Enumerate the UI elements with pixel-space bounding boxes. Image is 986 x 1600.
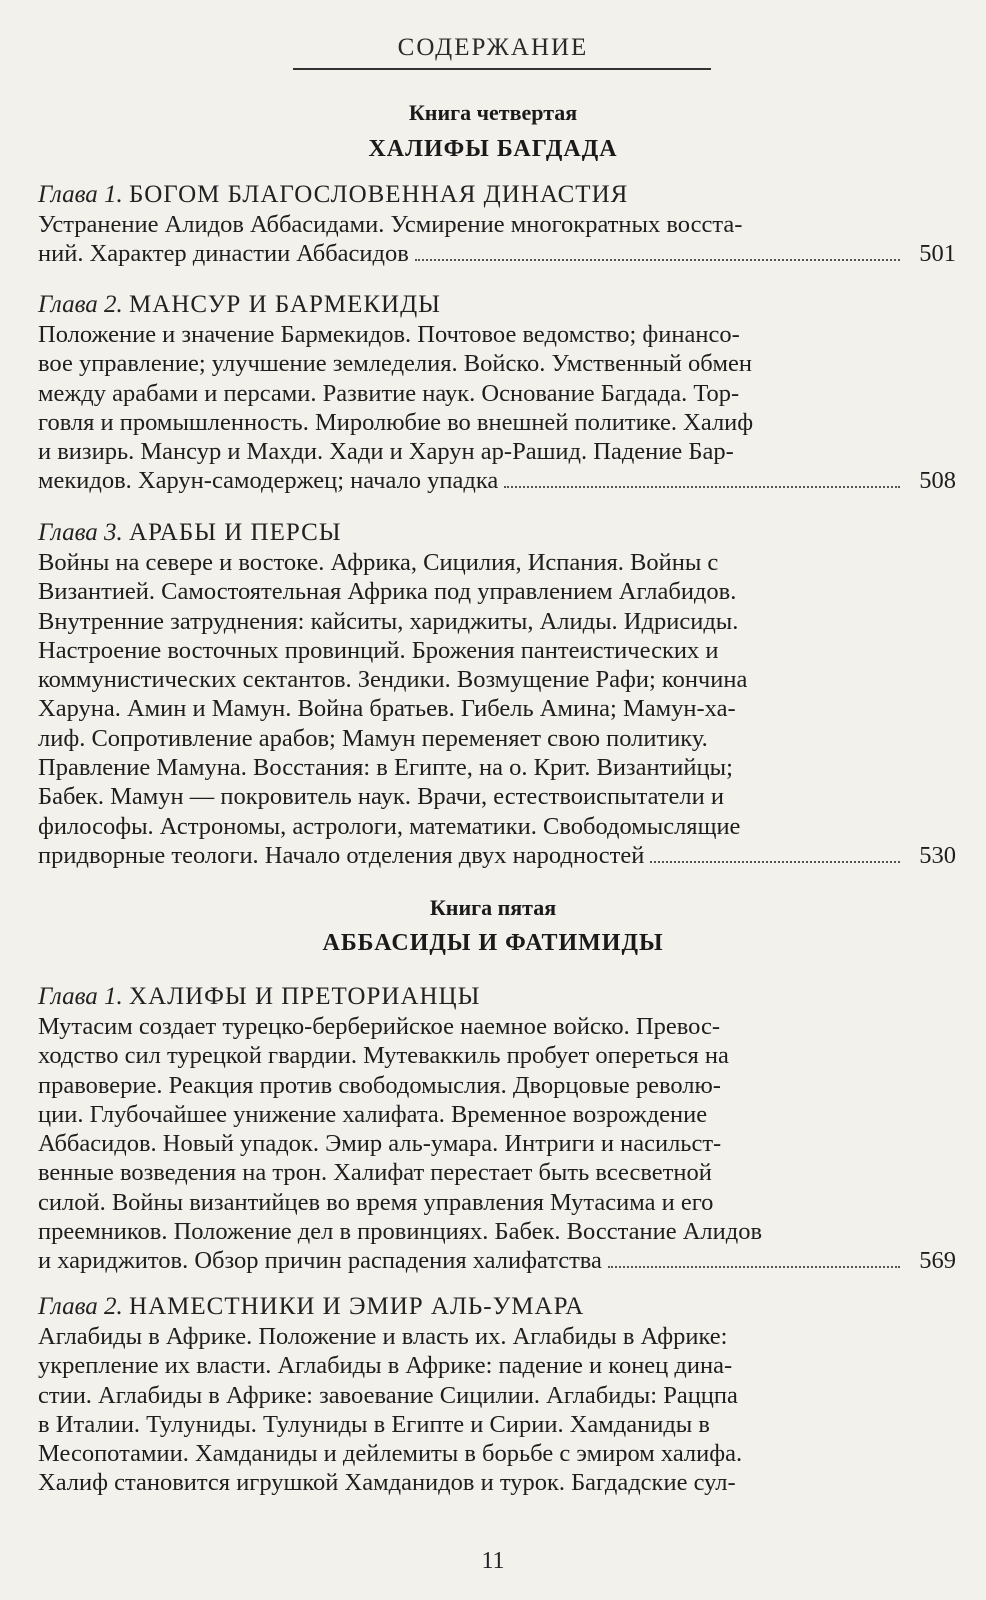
toc-line-text: говля и промышленность. Миролюбие во внешней политике. Халиф — [38, 408, 754, 436]
toc-line-text: ции. Глубочайшее унижение халифата. Временное возрождение — [38, 1100, 708, 1128]
toc-line-text: Внутренние затруднения: кайситы, хариджиты, Алиды. Идрисиды. — [38, 607, 739, 635]
chapter-heading — [38, 518, 956, 548]
toc-line — [38, 1439, 956, 1468]
toc-line-text: стии. Аглабиды в Африке: завоевание Сицилии. Аглабиды: Раццпа — [38, 1381, 738, 1409]
toc-line-text: Положение и значение Бармекидов. Почтовое ведомство; финансо- — [38, 321, 740, 348]
toc-line-text: Мутасим создает турецко-берберийское наемное войско. Превос- — [38, 1013, 721, 1040]
page-reference: 569 — [919, 1247, 956, 1275]
toc-line-text: Аббасидов. Новый упадок. Эмир аль-умара. Интриги и насильст- — [38, 1130, 722, 1158]
toc-line-text: между арабами и персами. Развитие наук. Основание Багдада. Тор- — [38, 379, 740, 407]
toc-line — [38, 724, 956, 753]
toc-line-text: Харуна. Амин и Мамун. Война братьев. Гибель Амина; Мамун-ха- — [38, 695, 736, 723]
dot-leader — [415, 259, 900, 261]
toc-line-text: придворные теологи. Начало отделения двух народностей — [38, 841, 645, 869]
dot-leader — [608, 1266, 900, 1268]
chapter-entry — [38, 180, 956, 269]
toc-line — [38, 1468, 956, 1497]
book-label: Книга четвертая — [408, 100, 578, 125]
head-rule — [293, 68, 711, 70]
toc-line-text: и визирь. Мансур и Махди. Хади и Харун ар-Рашид. Падение Бар- — [38, 438, 734, 466]
toc-line-text: Войны на севере и востоке. Африка, Сицилия, Испания. Войны с — [38, 549, 719, 576]
toc-line — [38, 1322, 956, 1351]
toc-line — [38, 1129, 956, 1158]
toc-line — [38, 607, 956, 636]
toc-line-text: силой. Войны византийцев во время управления Мутасима и его — [38, 1188, 714, 1216]
chapter-number: Глава 2. — [38, 291, 123, 318]
book-title: АББАСИДЫ И ФАТИМИДЫ — [322, 930, 664, 956]
book-label: Книга пятая — [429, 895, 557, 920]
toc-line-last — [38, 466, 956, 495]
chapter-number: Глава 1. — [38, 983, 123, 1010]
toc-line-last — [38, 841, 956, 870]
book-title: ХАЛИФЫ БАГДАДА — [368, 136, 618, 162]
chapter-heading — [38, 982, 956, 1012]
chapter-heading — [38, 1292, 956, 1322]
chapter-entry — [38, 1292, 956, 1498]
toc-line-text: коммунистических сектантов. Зендики. Возмущение Рафи; кончина — [38, 666, 748, 694]
toc-line — [38, 812, 956, 841]
chapter-title: МАНСУР И БАРМЕКИДЫ — [129, 291, 441, 318]
toc-line — [38, 320, 956, 349]
toc-line-text: мекидов. Харун-самодержец; начало упадка — [38, 467, 499, 495]
toc-line-text: Халиф становится игрушкой Хамданидов и турок. Багдадские сул- — [38, 1469, 736, 1497]
toc-line-text: Правление Мамуна. Восстания: в Египте, на о. Крит. Византийцы; — [38, 754, 733, 782]
toc-line — [38, 694, 956, 723]
toc-line — [38, 1217, 956, 1246]
chapter-title: ХАЛИФЫ И ПРЕТОРИАНЦЫ — [129, 983, 481, 1010]
chapter-entry — [38, 518, 956, 870]
toc-line-text: в Италии. Тулуниды. Тулуниды в Египте и Сирии. Хамданиды в — [38, 1410, 710, 1438]
chapter-heading — [38, 290, 956, 320]
toc-line — [38, 1188, 956, 1217]
toc-line-last — [38, 239, 956, 268]
toc-line — [38, 1410, 956, 1439]
toc-line — [38, 753, 956, 782]
toc-line-text: ходство сил турецкой гвардии. Мутеваккиль пробует опереться на — [38, 1042, 729, 1070]
toc-line — [38, 1071, 956, 1100]
page-reference: 501 — [919, 240, 956, 268]
page-reference: 508 — [919, 467, 956, 495]
chapter-heading — [38, 180, 956, 210]
toc-line — [38, 1158, 956, 1187]
chapter-entry — [38, 982, 956, 1276]
chapter-number: Глава 2. — [38, 1293, 123, 1320]
chapter-entry — [38, 290, 956, 496]
toc-line-text: правоверие. Реакция против свободомыслия. Дворцовые револю- — [38, 1071, 721, 1099]
toc-line — [38, 636, 956, 665]
toc-line-text: венные возведения на трон. Халифат перестает быть всесветной — [38, 1159, 712, 1187]
toc-line-text: Устранение Алидов Аббасидами. Усмирение многократных восста- — [38, 211, 743, 238]
toc-line — [38, 577, 956, 606]
toc-line — [38, 1012, 956, 1041]
toc-line — [38, 1381, 956, 1410]
toc-line-text: укрепление их власти. Аглабиды в Африке: падение и конец дина- — [38, 1352, 733, 1380]
toc-line — [38, 1351, 956, 1380]
toc-line-text: Бабек. Мамун — покровитель наук. Врачи, естествоиспытатели и — [38, 783, 724, 811]
toc-line — [38, 379, 956, 408]
toc-line — [38, 1100, 956, 1129]
toc-line-text: Византией. Самостоятельная Африка под управлением Аглабидов. — [38, 578, 737, 606]
toc-line-text: лиф. Сопротивление арабов; Мамун переменяет свою политику. — [38, 724, 708, 752]
dot-leader — [650, 861, 900, 863]
toc-line-text: преемников. Положение дел в провинциях. Бабек. Восстание Алидов — [38, 1218, 763, 1246]
toc-line — [38, 548, 956, 577]
toc-line — [38, 1041, 956, 1070]
toc-line-last — [38, 1246, 956, 1275]
toc-line-text: ний. Характер династии Аббасидов — [38, 240, 409, 268]
toc-line-text: вое управление; улучшение земледелия. Войско. Умственный обмен — [38, 350, 752, 378]
toc-line — [38, 408, 956, 437]
chapter-title: НАМЕСТНИКИ И ЭМИР АЛЬ-УМАРА — [129, 1293, 585, 1320]
toc-line-text: философы. Астрономы, астрологи, математики. Свободомыслящие — [38, 812, 741, 840]
page-reference: 530 — [919, 841, 956, 869]
dot-leader — [504, 486, 900, 488]
chapter-number: Глава 1. — [38, 181, 123, 208]
toc-line — [38, 437, 956, 466]
chapter-number: Глава 3. — [38, 519, 123, 546]
chapter-title: БОГОМ БЛАГОСЛОВЕННАЯ ДИНАСТИЯ — [129, 181, 629, 208]
chapter-title: АРАБЫ И ПЕРСЫ — [129, 519, 342, 546]
toc-line — [38, 349, 956, 378]
toc-line-text: Месопотамии. Хамданиды и дейлемиты в борьбе с эмиром халифа. — [38, 1440, 743, 1468]
running-head: СОДЕРЖАНИЕ — [397, 34, 589, 61]
toc-line-text: и хариджитов. Обзор причин распадения халифатства — [38, 1247, 602, 1275]
page-number: 11 — [481, 1548, 505, 1574]
toc-line — [38, 782, 956, 811]
toc-line — [38, 210, 956, 239]
toc-line-text: Аглабиды в Африке. Положение и власть их. Аглабиды в Африке: — [38, 1323, 728, 1350]
toc-line — [38, 665, 956, 694]
toc-line-text: Настроение восточных провинций. Брожения пантеистических и — [38, 636, 719, 664]
